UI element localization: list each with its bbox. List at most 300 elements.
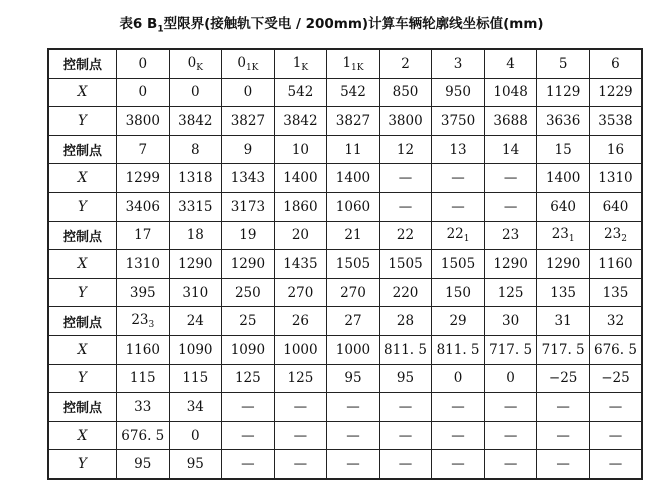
table-row [48, 335, 642, 364]
table-cell [274, 49, 327, 78]
cell-value: 150 [445, 284, 471, 301]
cell-value: — [346, 456, 360, 473]
cell-value: — [503, 456, 518, 473]
cell-value: — [556, 456, 570, 473]
cell-value: 811. 5 [436, 341, 480, 358]
table-row [48, 364, 642, 393]
table-cell [222, 49, 275, 78]
table-cell [589, 107, 642, 136]
table-cell [274, 421, 327, 450]
cell-value: 1 [342, 54, 352, 71]
table-cell [589, 250, 642, 279]
cell-value: 23 [502, 227, 520, 244]
table-cell [327, 78, 380, 107]
cell-value: 1310 [598, 170, 633, 187]
row-label-coordinate: Y [48, 364, 117, 393]
table-cell [589, 364, 642, 393]
cell-value: — [293, 398, 308, 415]
cell-value: 3 [453, 55, 463, 72]
cell-subscript: 1K [351, 62, 364, 73]
table-cell [117, 107, 170, 136]
table-cell [327, 307, 380, 336]
cell-value: — [503, 398, 518, 415]
table-row [48, 250, 642, 279]
cell-value: 1129 [545, 84, 581, 101]
table-cell [484, 107, 537, 136]
table-cell [222, 307, 275, 336]
table-cell [484, 307, 537, 336]
table-cell [537, 192, 590, 221]
table-cell [327, 335, 380, 364]
table-cell [537, 135, 590, 164]
table-cell [169, 107, 222, 136]
cell-value: 0 [243, 84, 253, 101]
cell-value: 1400 [283, 170, 318, 187]
table-cell [589, 450, 642, 479]
title-prefix: 表6 B [119, 16, 158, 32]
table-cell [117, 49, 170, 78]
table-cell [432, 450, 485, 479]
cell-value: 125 [234, 370, 261, 387]
table-cell [222, 107, 275, 136]
table-row [48, 78, 642, 107]
cell-value: 640 [602, 198, 629, 215]
table-cell [379, 192, 432, 221]
cell-value: 3315 [178, 198, 213, 215]
table-cell [379, 450, 432, 479]
table-cell [537, 393, 590, 422]
table-cell [537, 107, 590, 136]
table-cell [589, 307, 642, 336]
cell-value: 12 [396, 141, 415, 158]
table-cell [222, 250, 275, 279]
table-cell [589, 393, 642, 422]
cell-value: 1090 [178, 341, 213, 358]
table-cell [169, 307, 222, 336]
cell-value: 125 [287, 370, 314, 387]
table-cell [432, 393, 485, 422]
table-cell [117, 393, 170, 422]
cell-value: 7 [138, 141, 148, 158]
table-cell [537, 250, 590, 279]
cell-value: 17 [134, 227, 152, 244]
cell-value: — [503, 170, 518, 187]
table-cell [589, 335, 642, 364]
table-cell [117, 164, 170, 193]
cell-value: 0 [506, 370, 515, 387]
cell-value: 0 [191, 427, 200, 444]
cell-value: 115 [129, 370, 156, 387]
cell-value: 22 [446, 226, 464, 243]
row-label-coordinate: Y [48, 450, 117, 479]
cell-value: 542 [287, 84, 314, 101]
cell-value: 5 [558, 55, 568, 72]
table-cell [537, 421, 590, 450]
table-cell [117, 221, 170, 250]
cell-value: — [556, 398, 570, 415]
cell-value: 1505 [388, 255, 423, 272]
table-cell [379, 250, 432, 279]
cell-value: 27 [344, 313, 362, 330]
table-cell [432, 335, 485, 364]
cell-value: 3842 [178, 112, 213, 129]
cell-value: 23 [551, 226, 569, 243]
cell-value: 1435 [283, 255, 318, 272]
table-cell [432, 192, 485, 221]
cell-subscript: K [301, 62, 309, 73]
cell-value: 1290 [230, 255, 266, 272]
table-cell [274, 221, 327, 250]
row-label-coordinate: X [48, 335, 117, 364]
table-row [48, 307, 642, 336]
cell-value: 220 [392, 284, 419, 301]
cell-value: — [608, 398, 623, 415]
cell-value: 22 [396, 227, 415, 244]
table-row [48, 450, 642, 479]
cell-value: 3842 [283, 112, 318, 129]
table-cell [117, 135, 170, 164]
table-cell [484, 335, 537, 364]
table-cell [379, 78, 432, 107]
cell-value: — [241, 456, 255, 473]
cell-subscript: K [196, 62, 203, 73]
table-cell [327, 250, 380, 279]
cell-value: 717. 5 [541, 341, 585, 358]
cell-value: 1505 [440, 255, 476, 272]
table-row [48, 49, 642, 78]
cell-value: 95 [186, 456, 204, 473]
cell-value: — [398, 170, 413, 187]
table-cell [274, 278, 327, 307]
table-cell [327, 192, 380, 221]
table-cell [117, 278, 170, 307]
cell-value: 1290 [545, 255, 581, 272]
table-cell [432, 135, 485, 164]
table-cell [274, 393, 327, 422]
row-label-control-point: 控制点 [48, 221, 117, 250]
cell-value: 30 [502, 313, 520, 330]
table-cell [484, 164, 537, 193]
cell-value: 3636 [545, 112, 581, 129]
row-label-control-point: 控制点 [48, 135, 117, 164]
cell-value: 95 [344, 370, 362, 387]
table-cell [379, 221, 432, 250]
cell-value: 3827 [230, 112, 266, 129]
cell-subscript: 2 [621, 234, 627, 245]
table-cell [327, 49, 380, 78]
table-cell [589, 421, 642, 450]
table-cell [169, 221, 222, 250]
cell-value: 1 [292, 54, 302, 71]
table-cell [222, 364, 275, 393]
cell-value: — [608, 427, 623, 444]
table-cell [117, 250, 170, 279]
table-cell [537, 278, 590, 307]
table-cell [484, 450, 537, 479]
cell-value: 2 [401, 55, 410, 72]
table-cell [274, 364, 327, 393]
table-row [48, 135, 642, 164]
cell-value: — [398, 398, 413, 415]
table-row [48, 164, 642, 193]
cell-value: 1090 [230, 341, 266, 358]
table-cell [432, 221, 485, 250]
table-cell [379, 364, 432, 393]
table-cell [274, 250, 327, 279]
table-cell [169, 250, 222, 279]
table-cell [589, 192, 642, 221]
cell-value: 16 [606, 141, 625, 158]
row-label-coordinate: Y [48, 278, 117, 307]
table-cell [117, 421, 170, 450]
table-cell [432, 250, 485, 279]
row-label-control-point: 控制点 [48, 393, 117, 422]
table-cell [169, 450, 222, 479]
cell-value: 542 [340, 84, 366, 101]
table-row [48, 107, 642, 136]
cell-value: — [556, 427, 570, 444]
table-cell [327, 135, 380, 164]
table-cell [484, 49, 537, 78]
cell-value: — [398, 427, 413, 444]
cell-value: 0 [191, 84, 200, 101]
cell-value: — [451, 427, 465, 444]
cell-value: 1343 [230, 170, 266, 187]
table-cell [379, 421, 432, 450]
cell-value: 1505 [335, 255, 371, 272]
table-cell [432, 107, 485, 136]
table-cell [537, 49, 590, 78]
cell-value: 29 [449, 313, 467, 330]
table-cell [484, 250, 537, 279]
table-cell [222, 192, 275, 221]
table-cell [327, 164, 380, 193]
cell-value: 950 [445, 84, 471, 101]
cell-value: 6 [611, 55, 620, 72]
table-cell [117, 450, 170, 479]
cell-value: 11 [344, 141, 362, 158]
cell-value: 811. 5 [384, 341, 427, 358]
table-cell [432, 421, 485, 450]
cell-value: 310 [182, 284, 209, 301]
cell-value: 4 [506, 55, 515, 72]
cell-value: — [503, 427, 518, 444]
cell-value: 1000 [283, 341, 318, 358]
cell-value: 1060 [335, 198, 371, 215]
cell-value: 15 [554, 141, 572, 158]
cell-value: 1860 [283, 198, 318, 215]
table-cell [117, 192, 170, 221]
table-cell [274, 135, 327, 164]
cell-value: — [241, 398, 255, 415]
table-cell [379, 164, 432, 193]
cell-value: 23 [131, 312, 149, 329]
table-row [48, 421, 642, 450]
cell-value: 1000 [335, 341, 371, 358]
table-cell [432, 78, 485, 107]
cell-value: — [293, 427, 308, 444]
cell-value: 395 [129, 284, 156, 301]
cell-value: — [451, 170, 465, 187]
table-cell [379, 278, 432, 307]
table-cell [169, 278, 222, 307]
table-cell [169, 135, 222, 164]
cell-value: 0 [138, 55, 148, 72]
cell-value: 20 [291, 227, 309, 244]
cell-value: — [241, 427, 255, 444]
table-row [48, 221, 642, 250]
table-cell [589, 164, 642, 193]
table-cell [327, 421, 380, 450]
cell-value: — [293, 456, 308, 473]
table-cell [274, 335, 327, 364]
title-subscript: 1 [157, 24, 164, 35]
table-cell [327, 221, 380, 250]
cell-value: 3800 [388, 112, 423, 129]
cell-value: 3688 [493, 112, 528, 129]
table-cell [589, 221, 642, 250]
cell-value: — [398, 456, 413, 473]
cell-value: 21 [344, 227, 362, 244]
table-cell [169, 164, 222, 193]
table-cell [117, 307, 170, 336]
cell-value: 23 [604, 226, 622, 243]
cell-value: 3538 [598, 112, 633, 129]
table-cell [537, 78, 590, 107]
cell-value: — [503, 198, 518, 215]
table-cell [484, 364, 537, 393]
cell-value: 0 [453, 370, 463, 387]
cell-value: 1160 [125, 341, 160, 358]
cell-value: 1400 [335, 170, 371, 187]
cell-value: 1318 [178, 170, 213, 187]
cell-value: 28 [396, 313, 415, 330]
cell-value: 1290 [178, 255, 213, 272]
table-cell [169, 364, 222, 393]
cell-value: 270 [340, 284, 366, 301]
table-cell [222, 135, 275, 164]
table-cell [327, 393, 380, 422]
cell-value: 0 [237, 54, 246, 71]
cell-value: 19 [239, 227, 257, 244]
table-row [48, 393, 642, 422]
table-cell [169, 78, 222, 107]
cell-value: — [398, 198, 413, 215]
cell-value: 1400 [545, 170, 581, 187]
cell-subscript: 1K [245, 62, 259, 73]
table-cell [484, 78, 537, 107]
table-cell [537, 221, 590, 250]
cell-value: — [451, 398, 465, 415]
table-cell [222, 278, 275, 307]
table-cell [222, 421, 275, 450]
cell-value: 3750 [440, 112, 476, 129]
table-cell [484, 192, 537, 221]
cell-value: 14 [502, 141, 520, 158]
table-title [0, 12, 663, 35]
table-cell [589, 49, 642, 78]
table-cell [484, 421, 537, 450]
table-cell [537, 307, 590, 336]
cell-value: 26 [291, 313, 309, 330]
cell-value: 1048 [493, 84, 528, 101]
table-cell [379, 393, 432, 422]
table-cell [379, 135, 432, 164]
table-cell [589, 78, 642, 107]
table-cell [432, 49, 485, 78]
table-cell [169, 49, 222, 78]
cell-value: 32 [606, 313, 625, 330]
table-cell [274, 192, 327, 221]
table-cell [274, 78, 327, 107]
cell-value: 18 [186, 227, 204, 244]
cell-value: 270 [287, 284, 314, 301]
row-label-coordinate: X [48, 250, 117, 279]
cell-value: 676. 5 [121, 427, 165, 444]
cell-value: 1299 [125, 170, 160, 187]
cell-value: 95 [396, 370, 415, 387]
table-cell [274, 107, 327, 136]
table-cell [117, 364, 170, 393]
table-cell [432, 307, 485, 336]
table-cell [379, 335, 432, 364]
cell-value: — [451, 456, 465, 473]
row-label-control-point: 控制点 [48, 307, 117, 336]
table-row [48, 192, 642, 221]
row-label-control-point: 控制点 [48, 49, 117, 78]
row-label-coordinate: Y [48, 192, 117, 221]
cell-value: 95 [134, 456, 152, 473]
table-cell [379, 107, 432, 136]
cell-subscript: 1 [463, 234, 470, 245]
table-cell [274, 450, 327, 479]
row-label-coordinate: Y [48, 107, 117, 136]
cell-value: 0 [187, 54, 197, 71]
cell-value: −25 [548, 370, 578, 387]
table-cell [222, 450, 275, 479]
cell-value: 676. 5 [593, 341, 637, 358]
cell-value: −25 [601, 370, 630, 387]
table-cell [222, 78, 275, 107]
coordinate-table-body [48, 49, 642, 479]
table-cell [327, 278, 380, 307]
cell-value: 1160 [598, 255, 633, 272]
table-cell [537, 335, 590, 364]
table-cell [537, 364, 590, 393]
cell-value: 135 [602, 284, 629, 301]
table-cell [432, 278, 485, 307]
table-cell [379, 49, 432, 78]
cell-value: 115 [182, 370, 209, 387]
table-cell [117, 335, 170, 364]
row-label-coordinate: X [48, 421, 117, 450]
cell-value: 25 [239, 313, 257, 330]
table-cell [537, 450, 590, 479]
table-cell [117, 78, 170, 107]
table-cell [222, 221, 275, 250]
cell-value: 640 [550, 198, 577, 215]
table-cell [484, 135, 537, 164]
table-cell [432, 164, 485, 193]
cell-value: 34 [186, 398, 204, 415]
cell-value: 1229 [598, 84, 633, 101]
cell-value: 31 [554, 313, 572, 330]
table-cell [169, 393, 222, 422]
table-cell [222, 393, 275, 422]
cell-value: 3406 [125, 198, 160, 215]
cell-value: 13 [449, 141, 467, 158]
table-cell [589, 278, 642, 307]
